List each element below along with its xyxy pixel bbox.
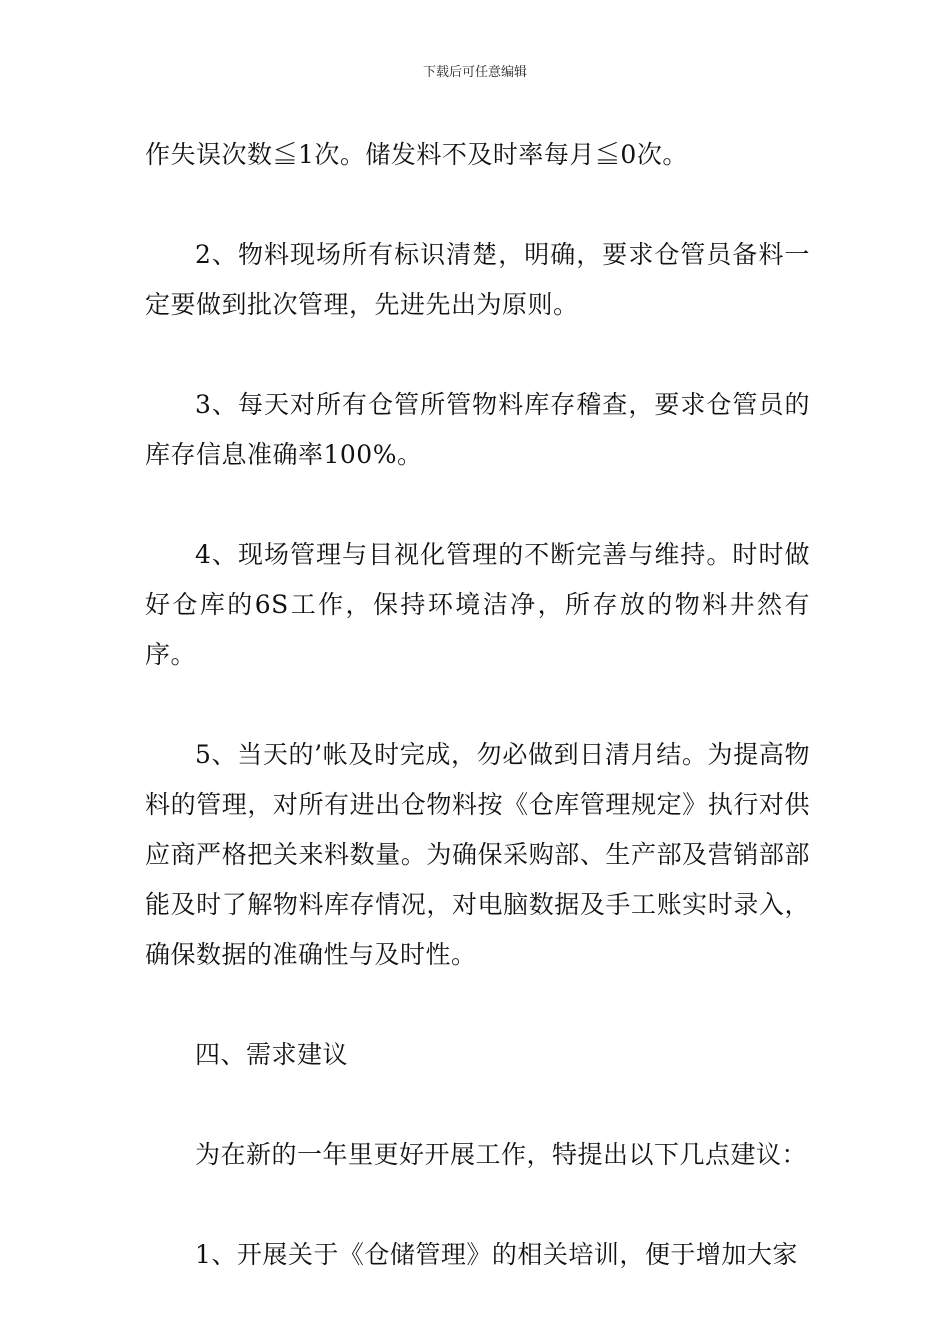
paragraph-item-3: 3、每天对所有仓管所管物料库存稽查，要求仓管员的库存信息准确率100%。 xyxy=(145,390,810,469)
paragraph-intro: 为在新的一年里更好开展工作，特提出以下几点建议： xyxy=(195,1140,808,1169)
page-header: 下载后可任意编辑 xyxy=(422,65,527,80)
paragraph-continuation: 作失误次数≦1次。储发料不及时率每月≦0次。 xyxy=(145,140,688,169)
paragraph-suggestion-1: 1、开展关于《仓储管理》的相关培训，便于增加大家 xyxy=(195,1240,798,1269)
section-heading: 四、需求建议 xyxy=(195,1040,349,1069)
paragraph-item-2: 2、物料现场所有标识清楚，明确，要求仓管员备料一定要做到批次管理，先进先出为原则。 xyxy=(145,240,810,319)
document-body xyxy=(145,130,810,1330)
paragraph-item-5: 5、当天的’帐及时完成，勿必做到日清月结。为提高物料的管理，对所有进出仓物料按《仓库管理规定》执行对供应商严格把关来料数量。为确保采购部、生产部及营销部部能及时了解物料库存情况，对电脑数据及手工账实时录入，确保数据的准确性与及时性。 xyxy=(145,740,810,969)
paragraph-item-4: 4、现场管理与目视化管理的不断完善与维持。时时做好仓库的6S工作，保持环境洁净，所存放的物料井然有序。 xyxy=(145,540,810,669)
